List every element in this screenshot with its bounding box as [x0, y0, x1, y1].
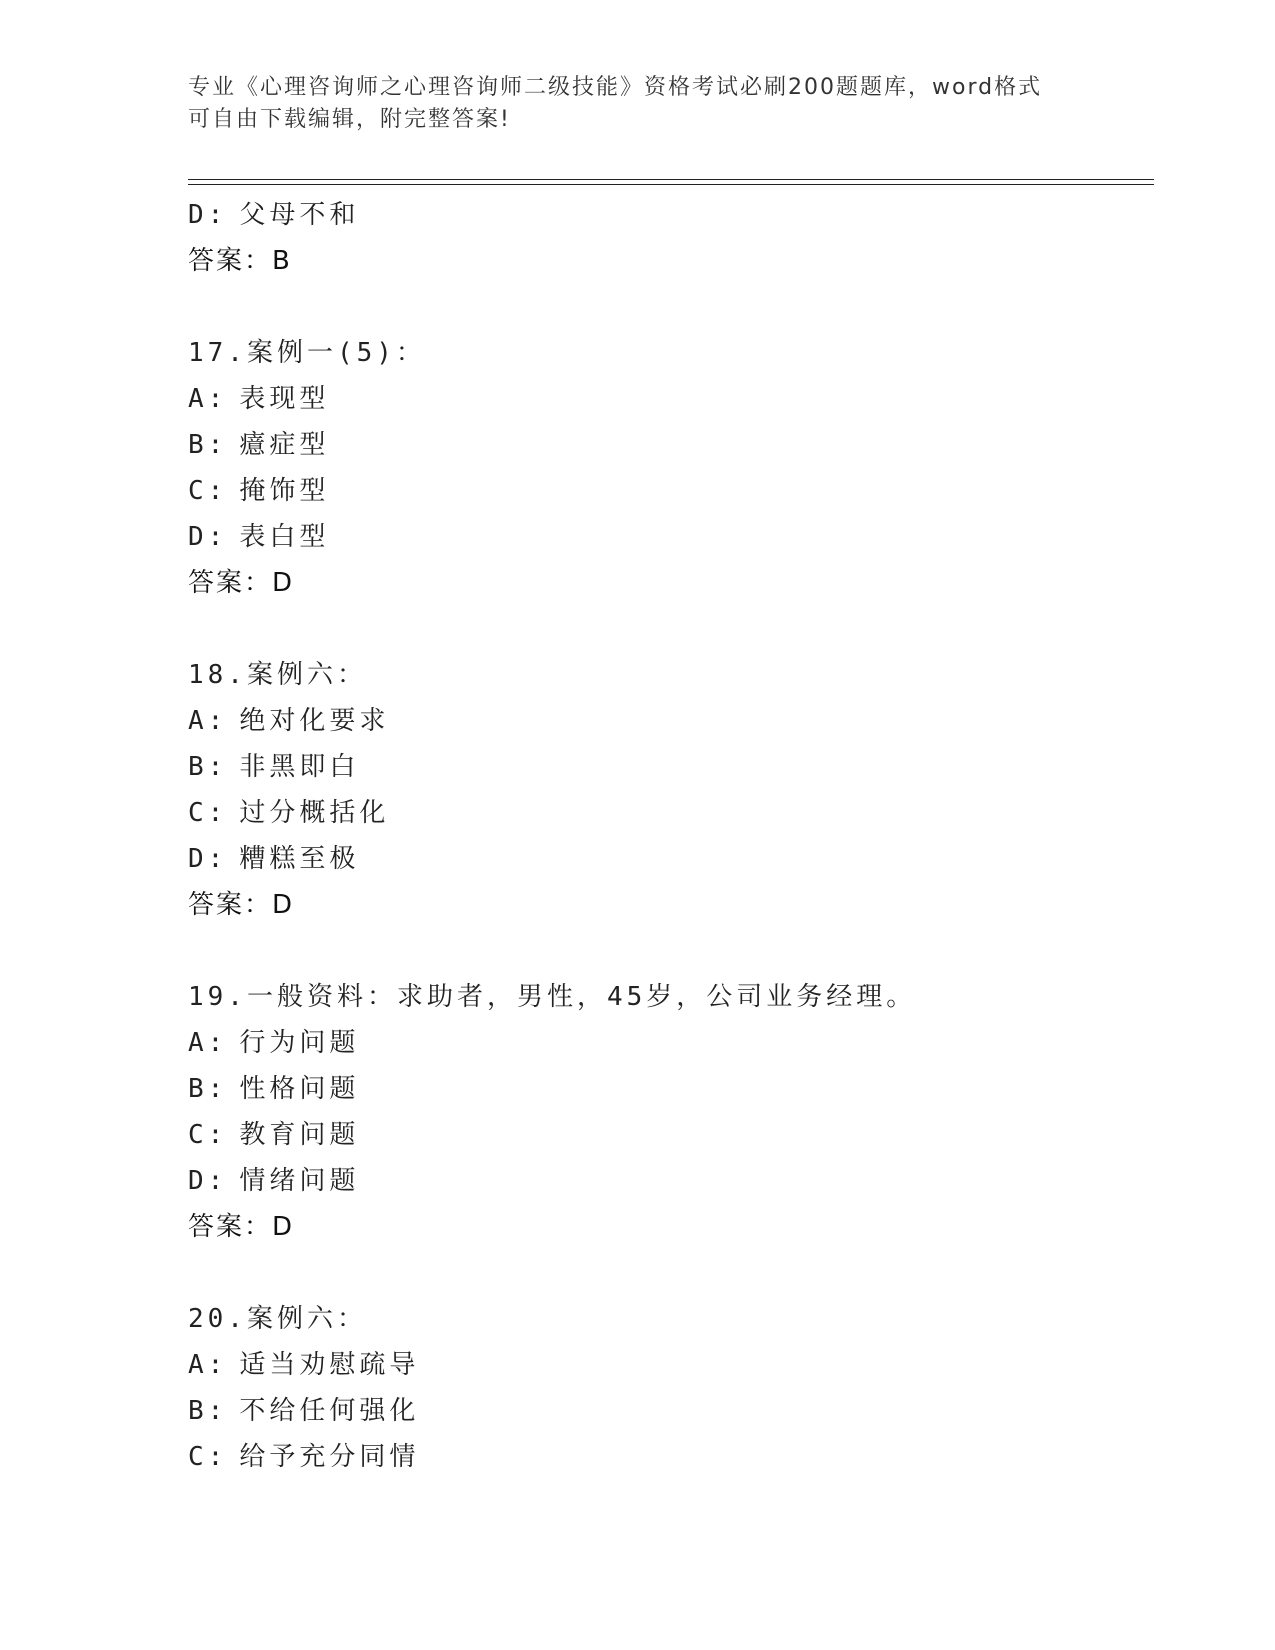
answer: 答案：D — [188, 890, 295, 920]
option-text: 绝对化要求 — [239, 706, 390, 736]
option-label: B: — [188, 1396, 228, 1426]
option-b — [188, 1066, 1148, 1112]
option-a — [188, 698, 1148, 744]
option-a — [188, 1342, 1148, 1388]
option-c — [188, 468, 1148, 514]
option-b — [188, 422, 1148, 468]
option-text: 表白型 — [239, 522, 330, 552]
question-stem: 19.一般资料：求助者，男性，45岁，公司业务经理。 — [188, 982, 917, 1012]
option-text: 癔症型 — [239, 430, 330, 460]
option-label: A: — [188, 1028, 228, 1058]
header-divider-bottom — [188, 184, 1154, 185]
header-divider-top — [188, 179, 1154, 180]
option-a — [188, 376, 1148, 422]
option-text: 非黑即白 — [239, 752, 360, 782]
option-text: 不给任何强化 — [239, 1396, 420, 1426]
option-text: 给予充分同情 — [239, 1442, 420, 1472]
question-list — [188, 192, 1148, 1480]
option-label: A: — [188, 1350, 228, 1380]
option-b — [188, 744, 1148, 790]
option-text: 糟糕至极 — [239, 844, 360, 874]
spacer — [188, 1250, 1148, 1296]
option-label: C: — [188, 1120, 228, 1150]
option-label: D: — [188, 200, 228, 230]
option-label: B: — [188, 752, 228, 782]
option-b — [188, 1388, 1148, 1434]
spacer — [188, 928, 1148, 974]
option-d — [188, 836, 1148, 882]
question-stem: 20.案例六： — [188, 1304, 367, 1334]
option-label: B: — [188, 1074, 228, 1104]
answer: 答案：B — [188, 246, 292, 276]
option-text: 表现型 — [239, 384, 330, 414]
option-text: 掩饰型 — [239, 476, 330, 506]
option-label: C: — [188, 1442, 228, 1472]
option-label: B: — [188, 430, 228, 460]
option-label: C: — [188, 798, 228, 828]
option-text: 适当劝慰疏导 — [239, 1350, 420, 1380]
option-label: D: — [188, 844, 228, 874]
option-text: 教育问题 — [239, 1120, 360, 1150]
option-c — [188, 1112, 1148, 1158]
option-text: 父母不和 — [239, 200, 360, 230]
option-label: A: — [188, 384, 228, 414]
option-c — [188, 790, 1148, 836]
option-d — [188, 192, 1148, 238]
option-d — [188, 1158, 1148, 1204]
option-a — [188, 1020, 1148, 1066]
spacer — [188, 606, 1148, 652]
option-label: D: — [188, 1166, 228, 1196]
answer: 答案：D — [188, 1212, 295, 1242]
option-label: D: — [188, 522, 228, 552]
document-header — [188, 72, 1088, 136]
option-label: C: — [188, 476, 228, 506]
question-stem: 18.案例六： — [188, 660, 367, 690]
spacer — [188, 284, 1148, 330]
option-text: 性格问题 — [239, 1074, 360, 1104]
option-label: A: — [188, 706, 228, 736]
question-stem: 17.案例一(5)： — [188, 338, 426, 368]
option-c — [188, 1434, 1148, 1480]
header-line-2: 可自由下载编辑，附完整答案! — [188, 107, 511, 132]
option-text: 情绪问题 — [239, 1166, 360, 1196]
answer: 答案：D — [188, 568, 295, 598]
option-text: 行为问题 — [239, 1028, 360, 1058]
header-line-1: 专业《心理咨询师之心理咨询师二级技能》资格考试必刷200题题库，word格式 — [188, 75, 1043, 100]
option-text: 过分概括化 — [239, 798, 390, 828]
option-d — [188, 514, 1148, 560]
